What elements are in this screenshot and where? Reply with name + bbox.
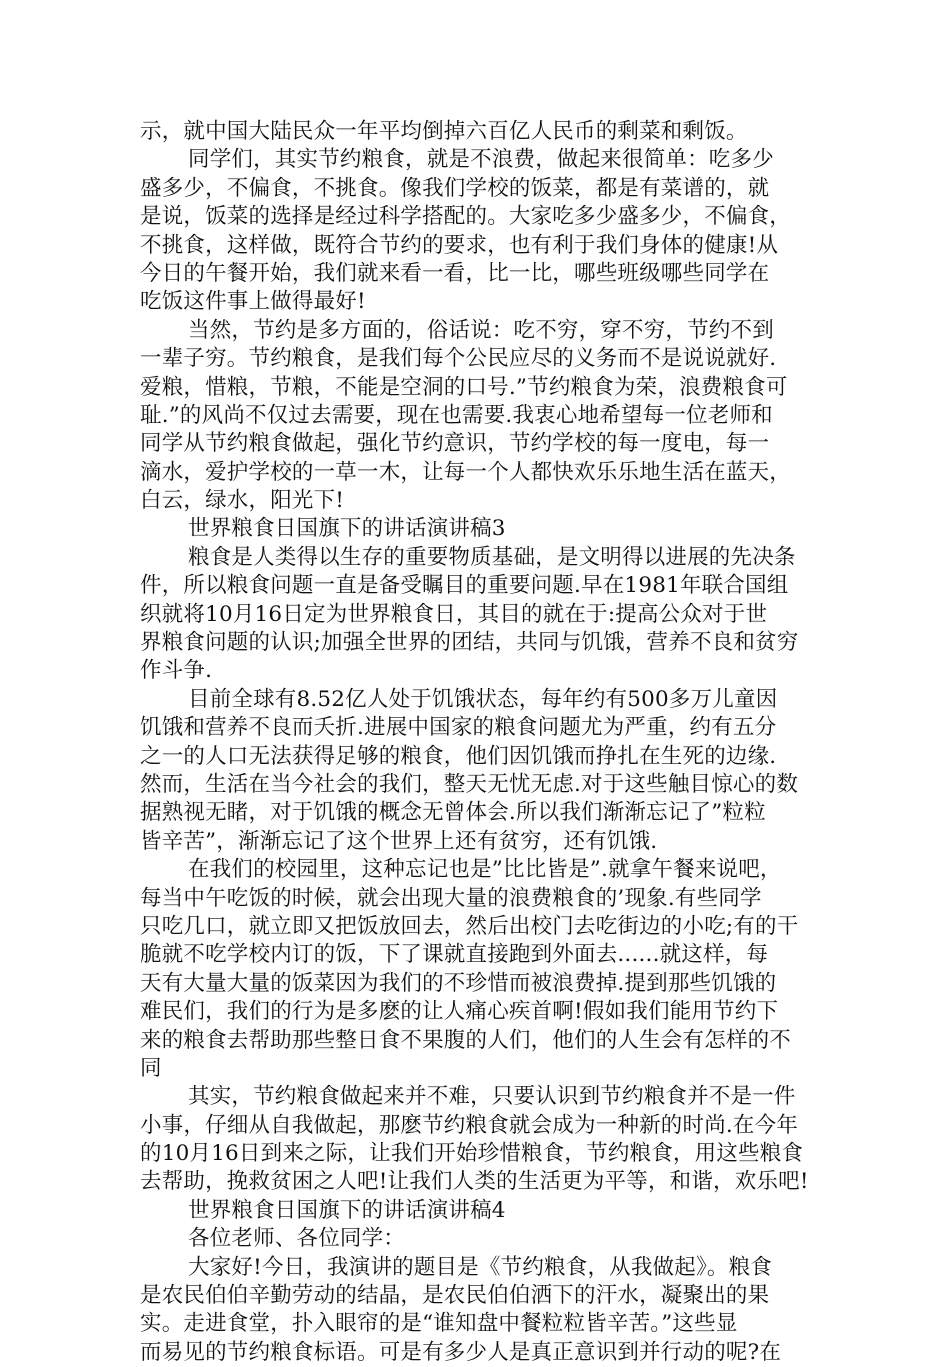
text-line: 世界粮食日国旗下的讲话演讲稿4 [188,1197,506,1223]
text-line: 只吃几口，就立即又把饭放回去，然后出校门去吃街边的小吃;有的干 [140,913,799,939]
text-line: 一辈子穷。节约粮食，是我们每个公民应尽的义务而不是说说就好. [140,346,777,372]
text-line: 之一的人口无法获得足够的粮食，他们因饥饿而挣扎在生死的边缘. [140,743,777,769]
text-line: 今日的午餐开始，我们就来看一看，比一比，哪些班级哪些同学在 [140,260,770,286]
text-line: 去帮助，挽救贫困之人吧!让我们人类的生活更为平等，和谐，欢乐吧! [140,1169,809,1195]
text-line: 各位老师、各位同学： [188,1226,406,1252]
text-line: 耻.”的风尚不仅过去需要，现在也需要.我衷心地希望每一位老师和 [140,402,773,428]
document-body [140,118,820,1367]
text-line: 大家好!今日，我演讲的题目是《节约粮食，从我做起》。粮食 [188,1254,772,1280]
text-line: 同学们，其实节约粮食，就是不浪费，做起来很简单：吃多少 [188,147,774,173]
text-line: 实。走进食堂，扑入眼帘的是“谁知盘中餐粒粒皆辛苦。”这些显 [140,1311,738,1337]
text-line: 然而，生活在当今社会的我们，整天无忧无虑.对于这些触目惊心的数 [140,771,799,797]
text-line: 的10月16日到来之际，让我们开始珍惜粮食，节约粮食，用这些粮食 [140,1141,804,1167]
text-line: 白云，绿水，阳光下! [140,488,345,514]
text-line: 是农民伯伯辛勤劳动的结晶，是农民伯伯洒下的汗水，凝聚出的果 [140,1283,770,1309]
text-line: 不挑食，这样做，既符合节约的要求，也有利于我们身体的健康!从 [140,232,779,258]
text-line: 来的粮食去帮助那些整日食不果腹的人们，他们的人生会有怎样的不 [140,1027,792,1053]
text-line: 饥饿和营养不良而夭折.进展中国家的粮食问题尤为严重，约有五分 [140,715,777,741]
text-line: 界粮食问题的认识;加强全世界的团结，共同与饥饿，营养不良和贫穷 [140,630,799,656]
text-line: 作斗争. [140,658,213,684]
text-line: 粮食是人类得以生存的重要物质基础，是文明得以进展的先决条 [188,544,796,570]
text-line: 而易见的节约粮食标语。可是有多少人是真正意识到并行动的呢?在 [140,1339,782,1365]
text-line: 世界粮食日国旗下的讲话演讲稿3 [188,516,506,542]
text-line: 是说，饭菜的选择是经过科学搭配的。大家吃多少盛多少，不偏食， [140,204,792,230]
text-line: 件，所以粮食问题一直是备受瞩目的重要问题.早在1981年联合国组 [140,573,789,599]
text-line: 皆辛苦”，渐渐忘记了这个世界上还有贫穷，还有饥饿. [140,828,658,854]
text-line: 示，就中国大陆民众一年平均倒掉六百亿人民币的剩菜和剩饭。 [140,119,748,144]
text-line: 滴水，爱护学校的一草一木，让每一个人都快欢乐乐地生活在蓝天， [140,459,792,485]
text-line: 吃饭这件事上做得最好! [140,289,366,315]
text-line: 同 [140,1055,162,1081]
text-line: 当然，节约是多方面的，俗话说：吃不穷，穿不穷，节约不到 [188,317,774,343]
text-line: 天有大量大量的饭菜因为我们的不珍惜而被浪费掉.提到那些饥饿的 [140,970,777,996]
text-line: 目前全球有8.52亿人处于饥饿状态，每年约有500多万儿童因 [188,686,778,712]
text-line: 其实，节约粮食做起来并不难，只要认识到节约粮食并不是一件 [188,1084,796,1110]
text-line: 爱粮，惜粮，节粮，不能是空洞的口号.”节约粮食为荣，浪费粮食可 [140,374,788,400]
text-line: 盛多少，不偏食，不挑食。像我们学校的饭菜，都是有菜谱的，就 [140,175,770,201]
text-line: 在我们的校园里，这种忘记也是”比比皆是”.就拿午餐来说吧， [188,857,782,883]
text-line: 难民们，我们的行为是多麽的让人痛心疾首啊!假如我们能用节约下 [140,999,779,1025]
text-line: 脆就不吃学校内订的饭，下了课就直接跑到外面去......就这样，每 [140,942,769,968]
text-line: 小事，仔细从自我做起，那麽节约粮食就会成为一种新的时尚.在今年 [140,1112,799,1138]
text-line: 同学从节约粮食做起，强化节约意识，节约学校的每一度电，每一 [140,431,770,457]
text-line: 织就将10月16日定为世界粮食日，其目的就在于:提高公众对于世 [140,601,768,627]
text-line: 据熟视无睹，对于饥饿的概念无曾体会.所以我们渐渐忘记了”粒粒 [140,800,766,826]
text-line: 每当中午吃饭的时候，就会出现大量的浪费粮食的’现象.有些同学 [140,885,762,911]
